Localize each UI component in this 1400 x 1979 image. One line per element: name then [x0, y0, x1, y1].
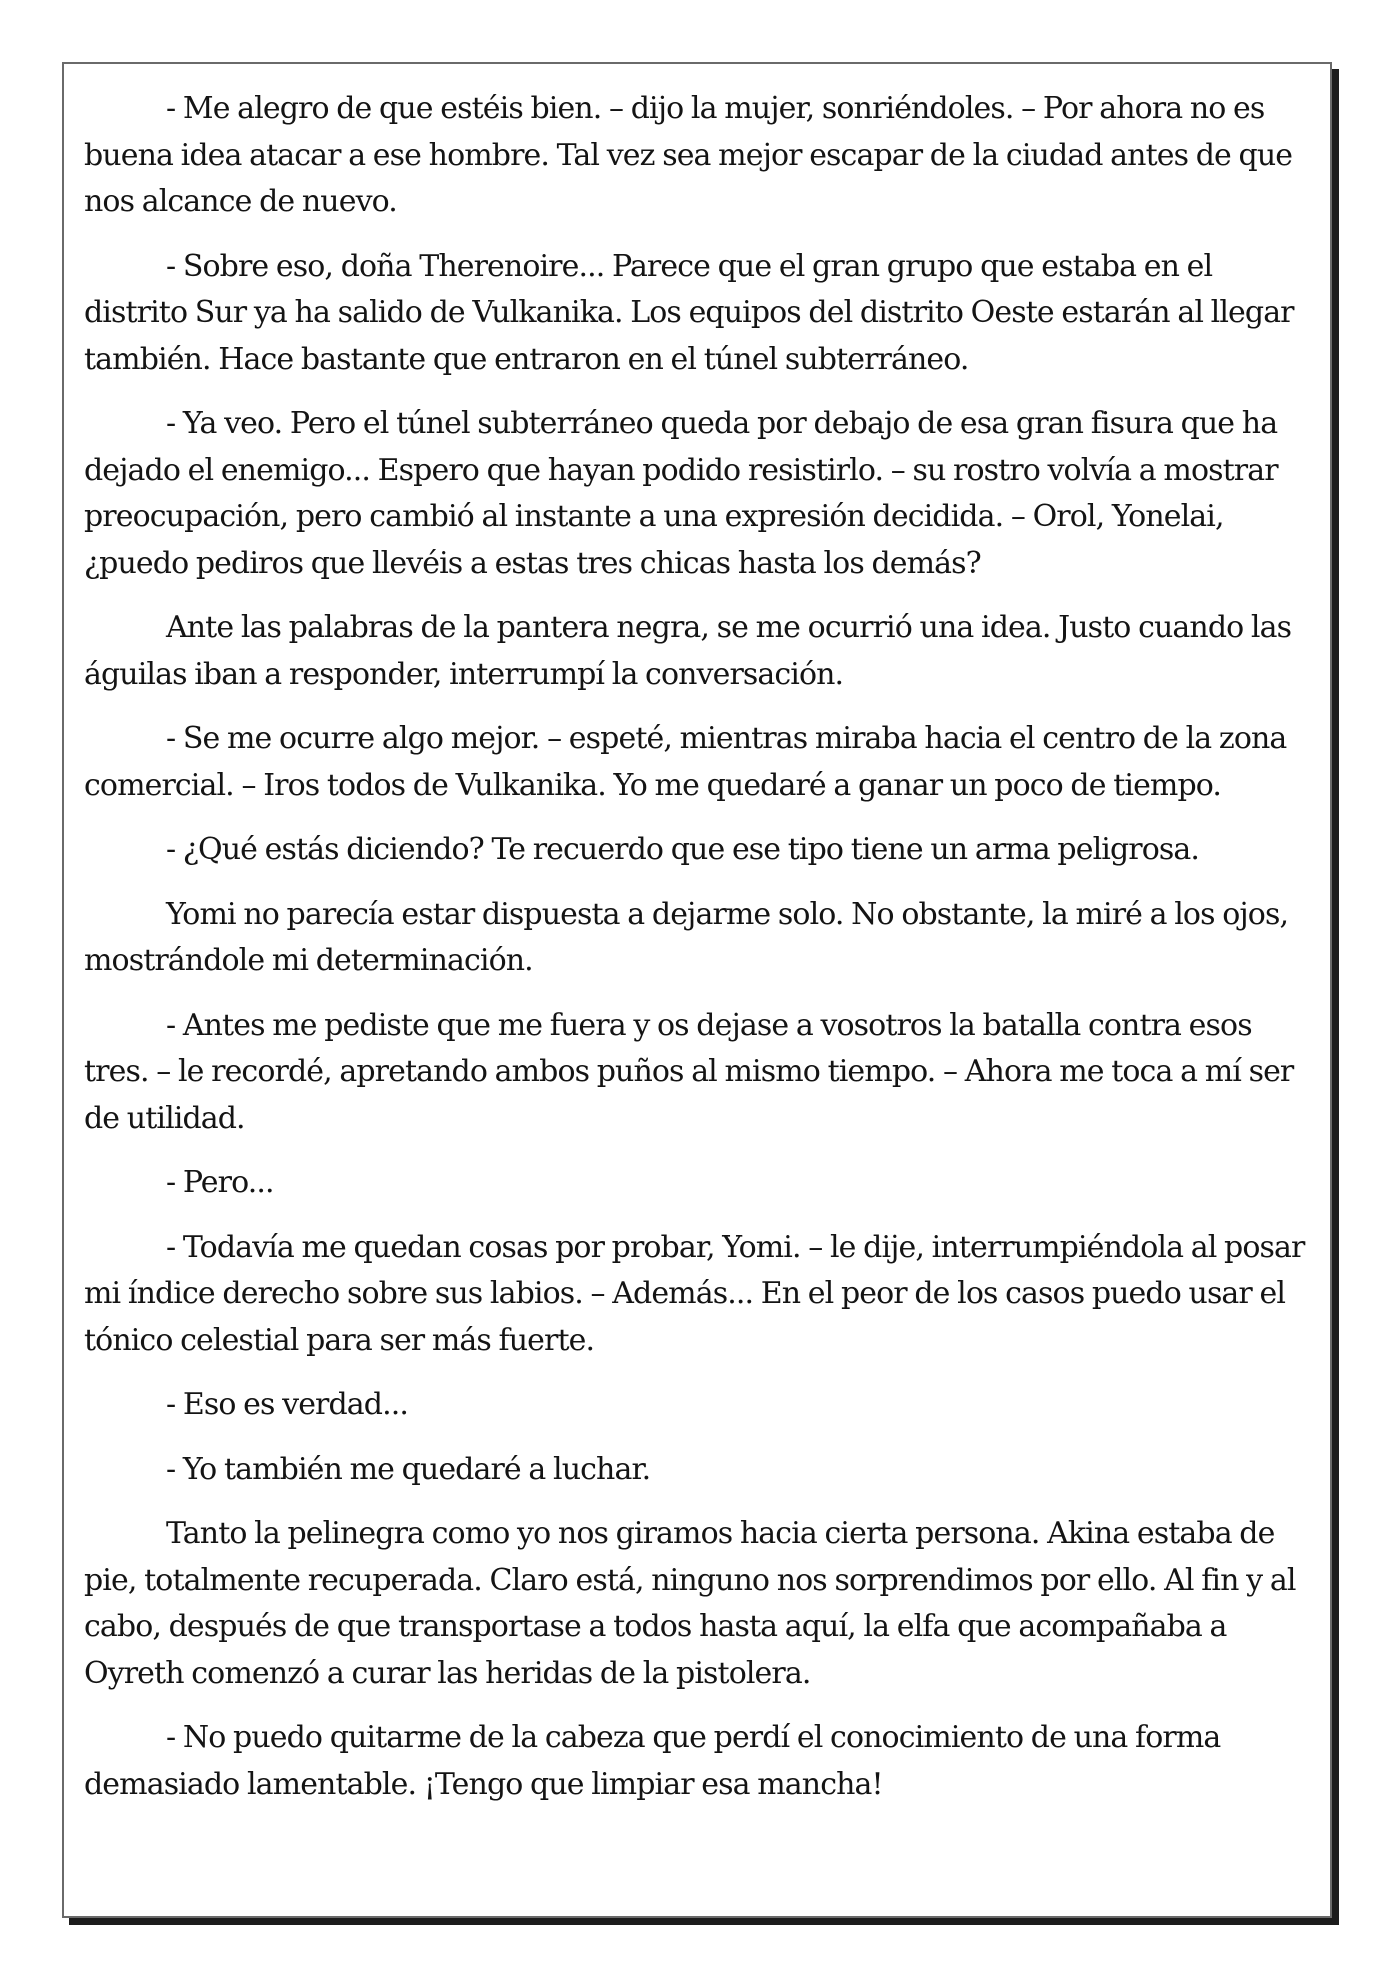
- text-body: [84, 86, 1306, 1808]
- paragraph: - Eso es verdad...: [166, 1387, 408, 1422]
- paragraph: Tanto la pelinegra como yo nos giramos hacia cierta persona. Akina estaba de pie, totalmente recuperada. Claro está, ninguno nos sorprendimos por ello. Al fin y al cabo, después de que transportase a todos hasta aquí, la elfa que acompañaba a Oyreth comenzó a curar las heridas de la pistolera.: [84, 1516, 1296, 1691]
- paragraph: - Sobre eso, doña Therenoire... Parece que el gran grupo que estaba en el distrito Sur ya ha salido de Vulkanika. Los equipos del distrito Oeste estarán al llegar también. Hace bastante que entraron en el túnel subterráneo.: [84, 248, 1294, 377]
- paragraph: - Ya veo. Pero el túnel subterráneo queda por debajo de esa gran fisura que ha dejado el enemigo... Espero que hayan podido resistirlo. – su rostro volvía a mostrar preocupación, pero cambió al instante a una expresión decidida. – Orol, Yonelai, ¿puedo pediros que llevéis a estas tres chicas hasta los demás?: [84, 406, 1278, 581]
- page-frame: [62, 62, 1332, 1918]
- paragraph: - Me alegro de que estéis bien. – dijo la mujer, sonriéndoles. – Por ahora no es buena idea atacar a ese hombre. Tal vez sea mejor escapar de la ciudad antes de que nos alcance de nuevo.: [84, 91, 1293, 219]
- paragraph: - No puedo quitarme de la cabeza que perdí el conocimiento de una forma demasiado lamentable. ¡Tengo que limpiar esa mancha!: [84, 1720, 1221, 1802]
- paragraph: - Antes me pediste que me fuera y os dejase a vosotros la batalla contra esos tres. – le recordé, apretando ambos puños al mismo tiempo. – Ahora me toca a mí ser de utilidad.: [84, 1007, 1294, 1136]
- paragraph: - Se me ocurre algo mejor. – espeté, mientras miraba hacia el centro de la zona comercial. – Iros todos de Vulkanika. Yo me quedaré a ganar un poco de tiempo.: [84, 721, 1287, 803]
- paragraph: - Pero...: [166, 1165, 274, 1200]
- paragraph: - Todavía me quedan cosas por probar, Yomi. – le dije, interrumpiéndola al posar mi índice derecho sobre sus labios. – Además... En el peor de los casos puedo usar el tónico celestial para ser más fuerte.: [84, 1229, 1305, 1358]
- paragraph: - ¿Qué estás diciendo? Te recuerdo que ese tipo tiene un arma peligrosa.: [166, 832, 1199, 867]
- paragraph: Yomi no parecía estar dispuesta a dejarme solo. No obstante, la miré a los ojos, mostrándole mi determinación.: [84, 896, 1289, 978]
- paragraph: Ante las palabras de la pantera negra, se me ocurrió una idea. Justo cuando las águilas iban a responder, interrumpí la conversación.: [84, 610, 1292, 692]
- paragraph: - Yo también me quedaré a luchar.: [166, 1451, 651, 1487]
